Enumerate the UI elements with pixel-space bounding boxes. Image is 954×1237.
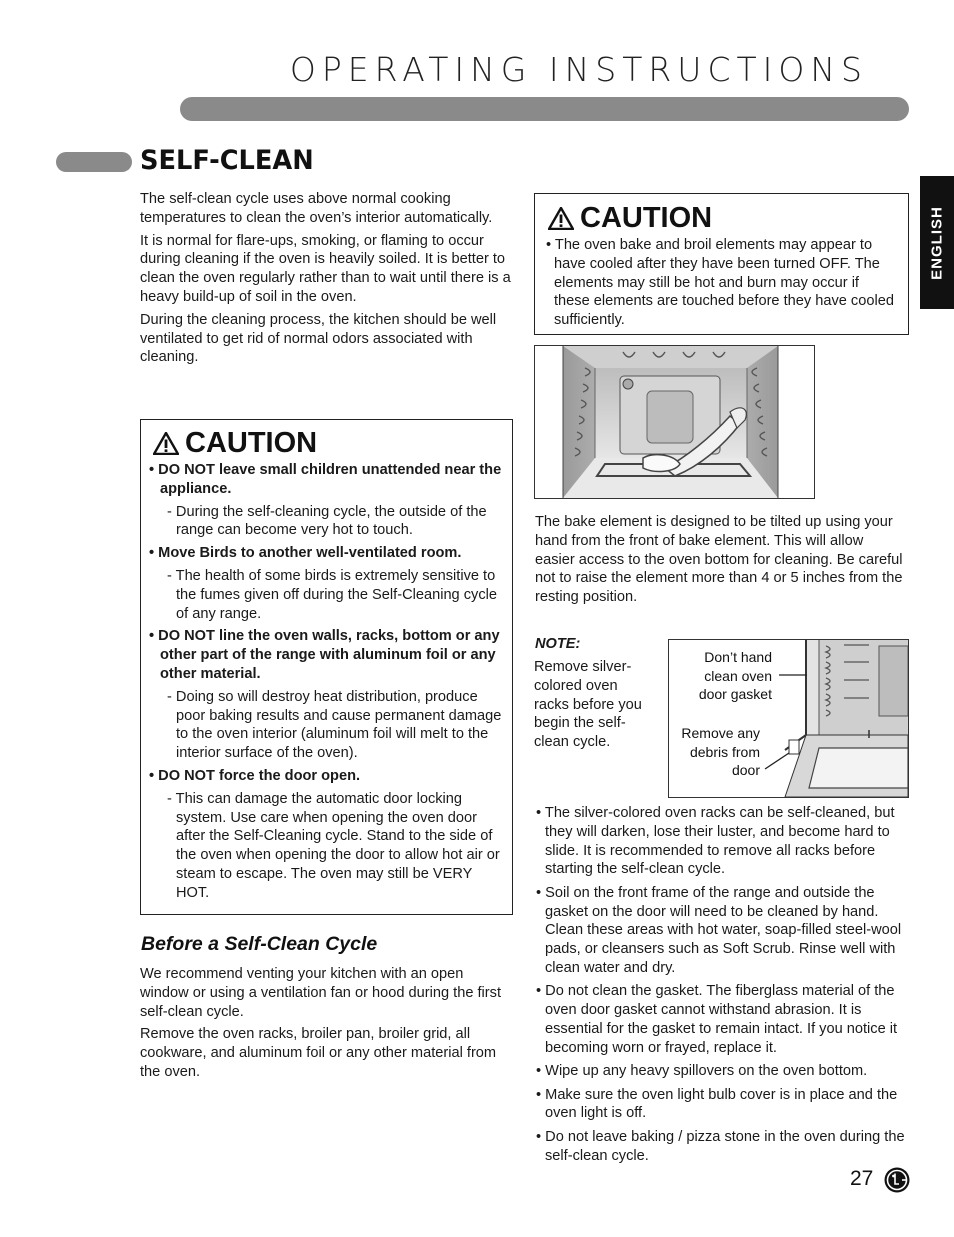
caution-item <box>149 461 502 540</box>
debris-callout: Remove any debris from door <box>681 725 760 779</box>
page-header-title: OPERATING INSTRUCTIONS <box>289 50 868 89</box>
caution-box-right <box>534 193 909 335</box>
caution-item-title: • DO NOT force the door open. <box>149 767 361 784</box>
caution-box-left <box>140 419 513 915</box>
caution-item-detail: - During the self-cleaning cycle, the outside of the range can become very hot to touch. <box>167 503 487 539</box>
warning-icon <box>153 432 179 455</box>
section-marker <box>56 152 132 172</box>
section-title: SELF-CLEAN <box>140 145 314 176</box>
list-item: • Wipe up any heavy spillovers on the oven bottom. <box>536 1063 868 1080</box>
intro-paragraph: The self-clean cycle uses above normal cooking temperatures to clean the oven’s interior automatically. <box>140 191 493 226</box>
before-cycle-heading: Before a Self-Clean Cycle <box>141 933 378 955</box>
list-item: • Do not clean the gasket. The fiberglass material of the oven door gasket cannot withstand abrasion. It is essential for the gasket to remain intact. If you notice it becoming worn or frayed, replace it. <box>536 983 898 1056</box>
caution-item-detail: - Doing so will destroy heat distribution, produce poor baking results and cause permanent damage to the oven interior (aluminum foil will melt to the interior surface of the oven). <box>167 688 502 762</box>
caution-item-title: • DO NOT line the oven walls, racks, bottom or any other part of the range with aluminum foil or any other material. <box>149 628 500 682</box>
cleaning-tips-list <box>536 804 908 1170</box>
caution-item-detail: - The health of some birds is extremely sensitive to the fumes given off during the Self-Cleaning cycle of any range. <box>167 567 497 622</box>
language-tab-label: ENGLISH <box>928 205 946 280</box>
bake-element-text: The bake element is designed to be tilted up using your hand from the front of bake element. This will allow easier access to the oven bottom for cleaning. Be careful not to raise the element more than 4 or 5 inches from the resting position. <box>535 514 903 606</box>
before-cycle-text <box>140 965 512 1086</box>
list-item: • The silver-colored oven racks can be self-cleaned, but they will darken, lose their luster, and become hard to slide. It is recommended to remove all racks before starting the self-clean cycle. <box>536 805 895 878</box>
caution-item-detail: - This can damage the automatic door locking system. Use care when opening the oven door after the Self-Cleaning cycle. Stand to the side of the oven when opening the door to allow hot air or steam to escape. The oven may still be VERY HOT. <box>167 790 500 901</box>
note-label: NOTE: <box>535 636 581 652</box>
list-item: • Make sure the oven light bulb cover is in place and the oven light is off. <box>536 1086 898 1122</box>
intro-text <box>140 190 516 371</box>
caution-heading <box>153 426 502 460</box>
intro-paragraph: During the cleaning process, the kitchen should be well ventilated to get rid of normal odors associated with cleaning. <box>140 311 497 366</box>
gasket-callout: Don’t hand clean oven door gasket <box>698 649 772 703</box>
intro-paragraph: It is normal for flare-ups, smoking, or flaming to occur during cleaning if the oven is heavily soiled. It is better to clean the oven regularly rather than to wait until there is a heavy build-up of soil in the oven. <box>140 232 511 305</box>
caution-item-title: • Move Birds to another well-ventilated room. <box>149 545 462 562</box>
caution-item <box>149 544 502 623</box>
oven-interior-image <box>535 346 814 498</box>
language-tab <box>920 176 954 309</box>
oven-door-illustration <box>668 639 909 798</box>
caution-text: • The oven bake and broil elements may appear to have cooled after they have been turned OFF. The elements may still be hot and burn may occur if these elements are touched before they have cooled sufficiently. <box>546 237 894 329</box>
caution-item <box>149 627 502 763</box>
page-number: 27 <box>850 1167 874 1190</box>
caution-item <box>149 767 502 903</box>
note-text: Remove silver-colored oven racks before you begin the self-clean cycle. <box>534 659 642 751</box>
oven-cleaning-illustration <box>534 345 815 499</box>
caution-item-title: • DO NOT leave small children unattended near the appliance. <box>149 462 502 497</box>
caution-heading <box>548 200 898 236</box>
before-cycle-paragraph: Remove the oven racks, broiler pan, broiler grid, all cookware, and aluminum foil or any other material from the oven. <box>140 1026 497 1080</box>
before-cycle-paragraph: We recommend venting your kitchen with an open window or using a ventilation fan or hood during the first self-clean cycle. <box>140 966 502 1020</box>
list-item: • Soil on the front frame of the range and outside the gasket on the door will need to be cleaned by hand. Clean these areas with hot water, soap-filled steel-wool pads, or cleansers such as Soft Scrub. Rinse well with clean water and dry. <box>536 884 902 976</box>
caution-heading-text: CAUTION <box>185 426 318 459</box>
list-item: • Do not leave baking / pizza stone in the oven during the self-clean cycle. <box>536 1128 905 1164</box>
caution-heading-text: CAUTION <box>580 201 713 234</box>
lg-logo-icon <box>884 1167 910 1193</box>
header-bar <box>180 97 909 121</box>
warning-icon <box>548 207 574 230</box>
